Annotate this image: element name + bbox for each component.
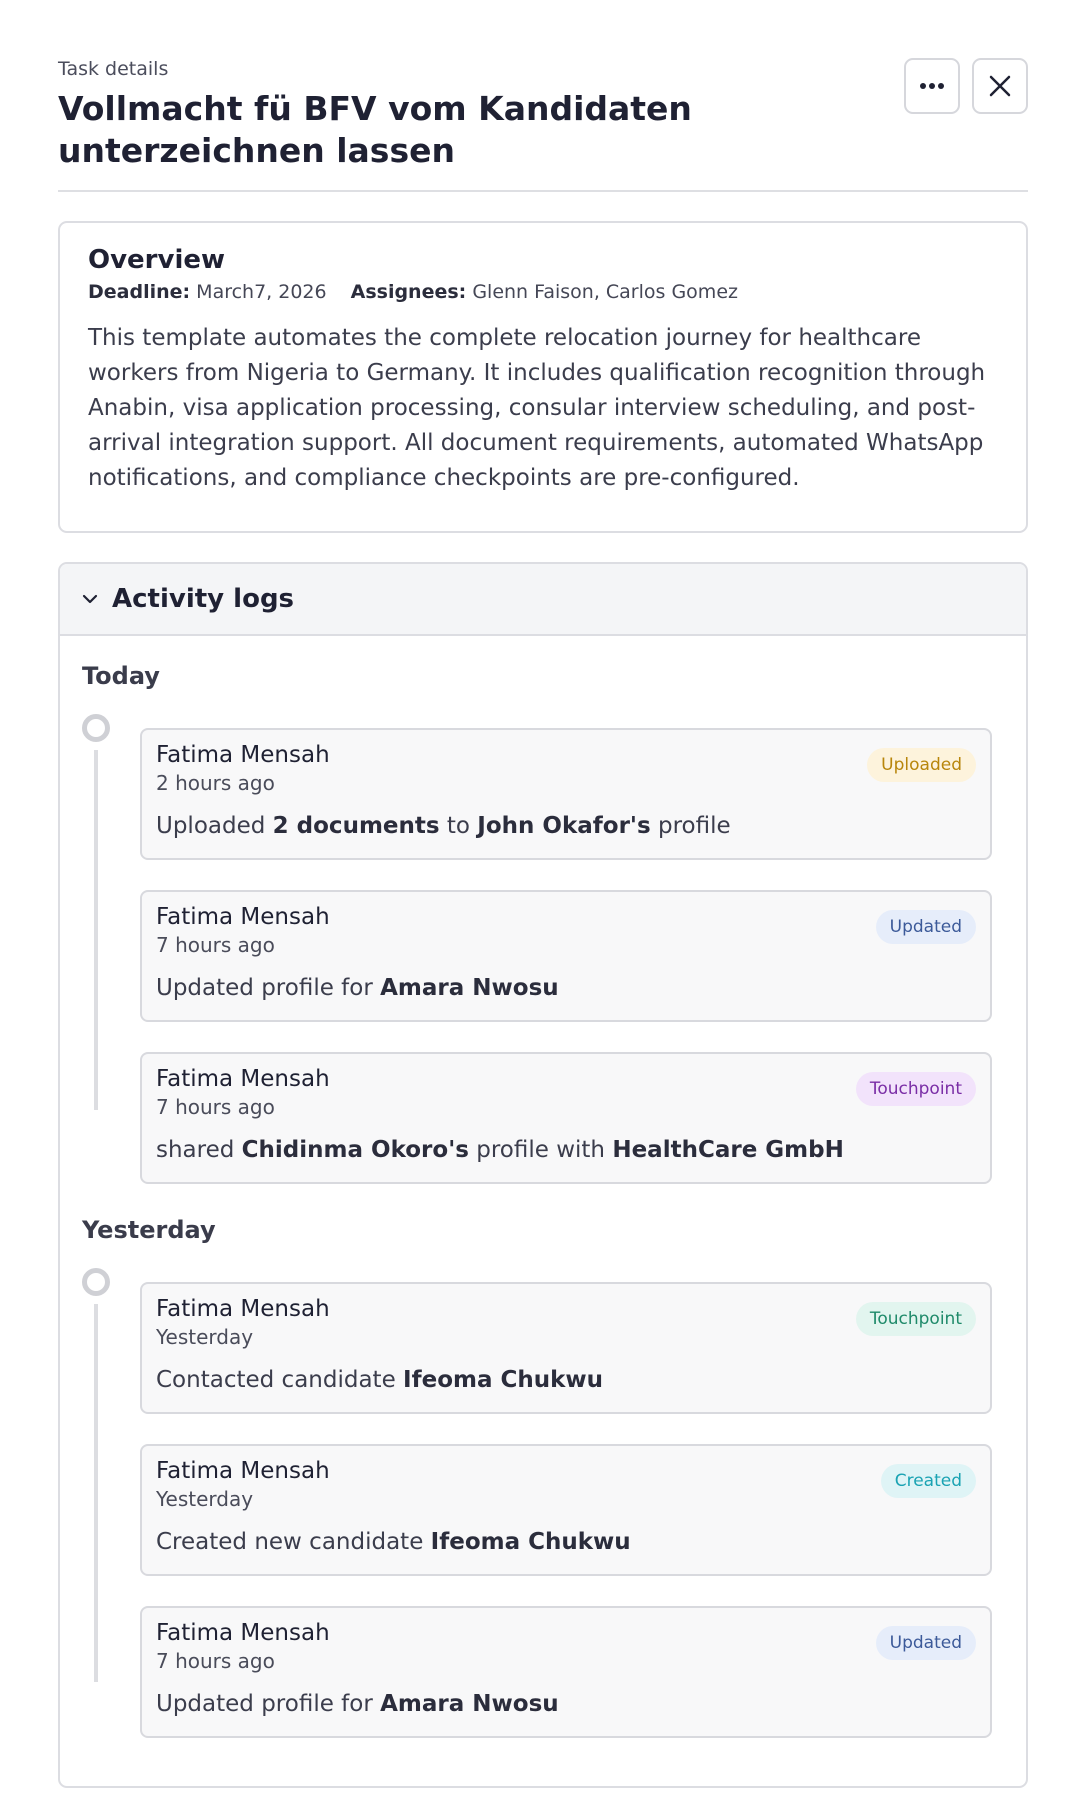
close-button[interactable] — [972, 58, 1028, 114]
activity-time: 2 hours ago — [156, 771, 275, 795]
activity-message: Uploaded 2 documents to John Okafor's profile — [156, 813, 731, 839]
activity-time: 7 hours ago — [156, 1649, 275, 1673]
close-icon — [989, 75, 1011, 97]
activity-item — [140, 1052, 992, 1184]
more-horizontal-icon — [919, 82, 945, 90]
deadline — [88, 281, 327, 303]
page-header — [58, 58, 1028, 172]
activity-user: Fatima Mensah — [156, 1458, 330, 1484]
overview-description: This template automates the complete relocation journey for healthcare workers from Nigeria to Germany. It includes qualification recognition through Anabin, visa application processing, consular interview scheduling, and post-arrival integration support. All document requirements, automated WhatsApp notifications, and compliance checkpoints are pre-configured. — [88, 325, 986, 491]
status-badge: Uploaded — [867, 748, 976, 782]
activity-time: 7 hours ago — [156, 933, 275, 957]
overview-heading: Overview — [88, 245, 226, 275]
timeline-line — [94, 1304, 98, 1682]
group-label-today: Today — [82, 662, 160, 690]
page-title: Vollmacht fü BFV vom Kandidaten unterzeichnen lassen — [58, 89, 692, 170]
activity-time: Yesterday — [156, 1487, 254, 1511]
activity-user: Fatima Mensah — [156, 1066, 330, 1092]
assignees-value: Glenn Faison, Carlos Gomez — [472, 281, 738, 303]
status-badge: Touchpoint — [856, 1302, 976, 1336]
assignees-label: Assignees: — [350, 281, 467, 303]
activity-logs-panel — [58, 562, 1028, 1788]
activity-message: shared Chidinma Okoro's profile with HealthCare GmbH — [156, 1137, 844, 1163]
activity-logs-toggle[interactable] — [60, 564, 1026, 636]
activity-message: Updated profile for Amara Nwosu — [156, 975, 559, 1001]
status-badge: Updated — [876, 910, 976, 944]
overview-meta — [88, 281, 998, 303]
activity-user: Fatima Mensah — [156, 1296, 330, 1322]
activity-user: Fatima Mensah — [156, 904, 330, 930]
status-badge: Touchpoint — [856, 1072, 976, 1106]
header-divider — [58, 190, 1028, 192]
header-actions — [904, 58, 1028, 114]
activity-item — [140, 1282, 992, 1414]
deadline-value: March7, 2026 — [196, 281, 327, 303]
more-options-button[interactable] — [904, 58, 960, 114]
chevron-down-icon — [82, 594, 98, 604]
activity-item — [140, 890, 992, 1022]
activity-item — [140, 1606, 992, 1738]
timeline-line — [94, 750, 98, 1110]
overview-card — [58, 221, 1028, 533]
activity-user: Fatima Mensah — [156, 1620, 330, 1646]
activity-time: 7 hours ago — [156, 1095, 275, 1119]
group-label-yesterday: Yesterday — [82, 1216, 216, 1244]
activity-user: Fatima Mensah — [156, 742, 330, 768]
activity-item — [140, 1444, 992, 1576]
status-badge: Updated — [876, 1626, 976, 1660]
status-badge: Created — [881, 1464, 976, 1498]
activity-message: Updated profile for Amara Nwosu — [156, 1691, 559, 1717]
activity-time: Yesterday — [156, 1325, 254, 1349]
activity-message: Created new candidate Ifeoma Chukwu — [156, 1529, 631, 1555]
deadline-label: Deadline: — [88, 281, 191, 303]
assignees — [351, 281, 738, 303]
activity-logs-heading: Activity logs — [112, 584, 295, 614]
breadcrumb: Task details — [58, 58, 169, 80]
timeline-dot — [82, 1268, 110, 1296]
activity-message: Contacted candidate Ifeoma Chukwu — [156, 1367, 604, 1393]
activity-item — [140, 728, 992, 860]
timeline-dot — [82, 714, 110, 742]
